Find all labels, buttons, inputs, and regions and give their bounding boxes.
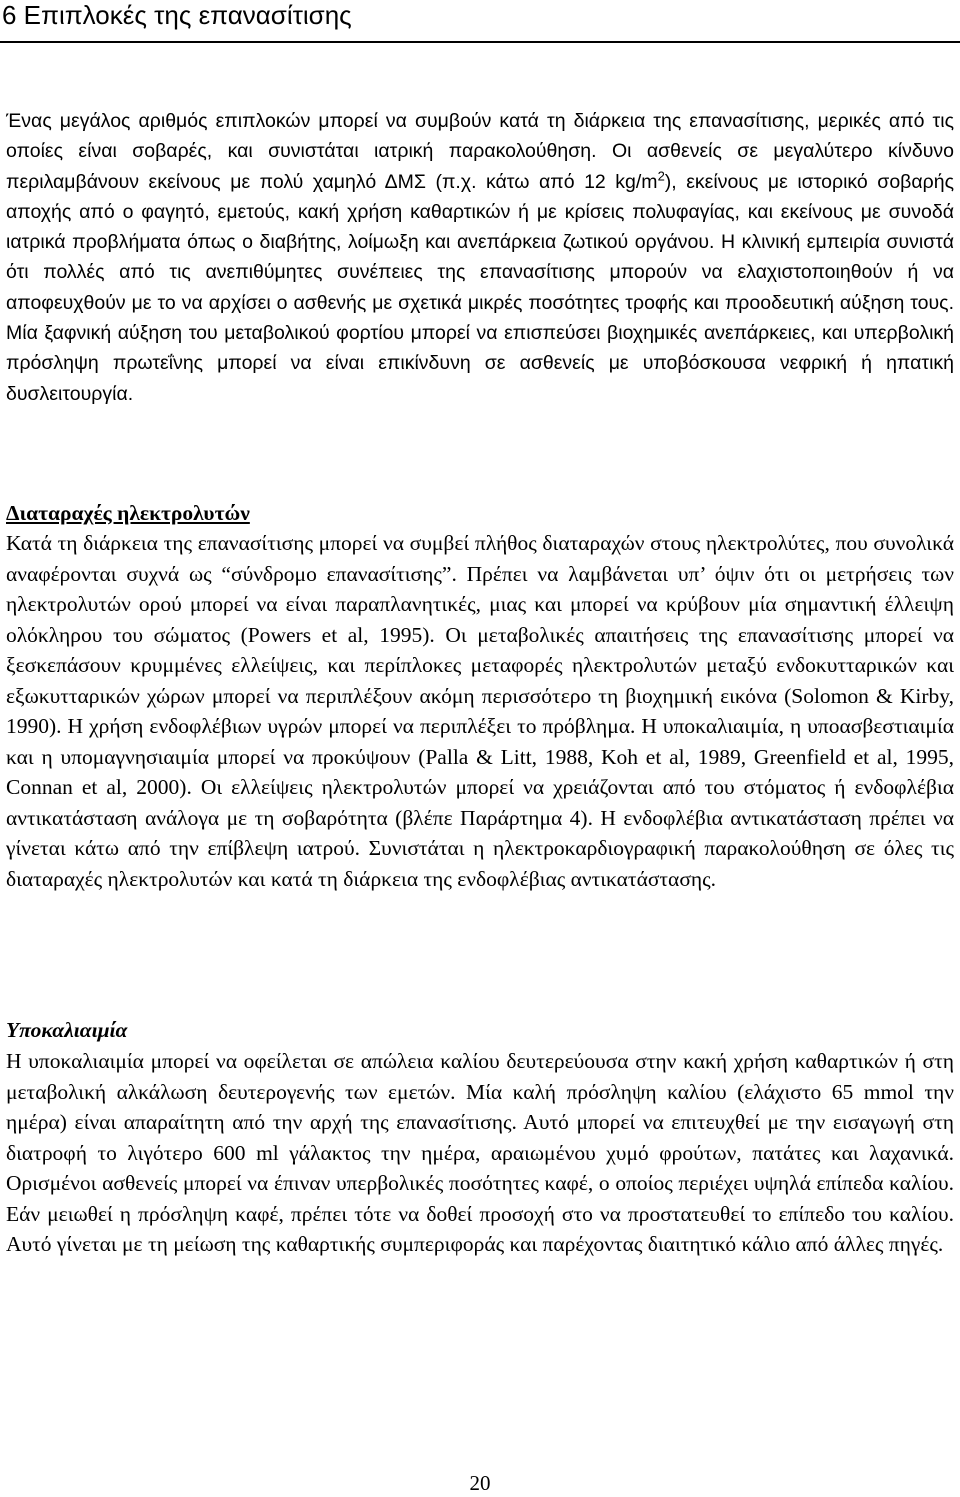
section-title: Διαταραχές ηλεκτρολυτών — [6, 501, 250, 525]
chapter-title: 6 Επιπλοκές της επανασίτισης — [2, 0, 352, 30]
superscript-two: 2 — [657, 168, 665, 184]
hypokalemia-paragraph: Η υποκαλιαιμία μπορεί να οφείλεται σε απώλεια καλίου δευτερεύουσα στην κακή χρήση καθαρτικών ή στη μεταβολική αλκάλωση δευτερογενής των εμετών. Μία καλή πρόσληψη καλίου (ελάχιστο 65 mmol την ημέρα) είναι απαραίτητη από την αρχή της επανασίτισης. Αυτό μπορεί να επιτευχθεί με την εισαγωγή στη διατροφή το λιγότερο 600 ml γάλακτος την ημέρα, αραιωμένου χυμό φρούτων, πατάτες και λαχανικά. Ορισμένοι ασθενείς μπορεί να έπιναν υπερβολικές ποσότητες καφέ, ο οποίος περιέχει υψηλά επίπεδα καλίου. Εάν μειωθεί η πρόσληψη καφέ, πρέπει τότε να δοθεί προσοχή στο να προστατευθεί το επίπεδο του καλίου. Αυτό γίνεται με τη μείωση της καθαρτικής συμπεριφοράς και παρέχοντας διαιτητικό κάλιο από άλλες πηγές. — [6, 1049, 954, 1256]
electrolytes-paragraph: Κατά τη διάρκεια της επανασίτισης μπορεί να συμβεί πλήθος διαταραχών στους ηλεκτρολύτες, που συνολικά αναφέρονται συχνά ως “σύνδρομο επανασίτισης”. Πρέπει να λαμβάνεται υπ’ όψιν ότι οι μετρήσεις των ηλεκτρολυτών ορού μπορεί να είναι παραπλανητικές, μιας και μπορεί να κρύβουν μία σημαντική έλλειψη ολόκληρου του σώματος (Powers et al, 1995). Οι μεταβολικές απαιτήσεις της επανασίτισης μπορεί να ξεσκεπάσουν κρυμμένες ελλείψεις, και περίπλοκες μεταφορές ηλεκτρολυτών μεταξύ ενδοκυτταρικών και εξωκυτταρικών χώρων μπορεί να περιπλέξουν ακόμη περισσότερο τη βιοχημική εικόνα (Solomon & Kirby, 1990). Η χρήση ενδοφλέβιων υγρών μπορεί να περιπλέξει το πρόβλημα. Η υποκαλιαιμία, η υποασβεστιαιμία και η υπομαγνησιαιμία μπορεί να προκύψουν (Palla & Litt, 1988, Koh et al, 1989, Greenfield et al, 1995, Connan et al, 2000). Οι ελλείψεις ηλεκτρολυτών μπορεί να χρειάζονται από του στόματος ή ενδοφλέβια αντικατάσταση ανάλογα με τη σοβαρότητα (βλέπε Παράρτημα 4). Η ενδοφλέβια αντικατάσταση πρέπει να γίνεται κάτω από την επίβλεψη ιατρού. Συνιστάται η ηλεκτροκαρδιογραφική παρακολούθηση σε όλες τις διαταραχές ηλεκτρολυτών και κατά τη διάρκεια της ενδοφλέβιας αντικατάστασης. — [6, 531, 954, 891]
intro-paragraph-text-a: Ένας μεγάλος αριθμός επιπλοκών μπορεί να συμβούν κατά τη διάρκεια της επανασίτισης, μερικές από τις οποίες είναι σοβαρές, και συνιστάται ιατρική παρακολούθηση. Οι ασθενείς σε μεγαλύτερο κίνδυνο περιλαμβάνουν εκείνους με πολύ χαμηλό ΔΜΣ (π.χ. κάτω από 12 kg/m — [6, 110, 954, 193]
title-underline-rule — [0, 41, 960, 43]
intro-paragraph — [6, 106, 954, 409]
intro-paragraph-text-b: ), εκείνους με ιστορικό σοβαρής αποχής από ο φαγητό, εμετούς, κακή χρήση καθαρτικών ή με κρίσεις πολυφαγίας, και εκείνους με συνοδά ιατρικά προβλήματα όπως ο διαβήτης, λοίμωξη και ανεπάρκεια ζωτικού οργάνου. Η κλινική εμπειρία συνιστά ότι πολλές από τις ανεπιθύμητες συνέπειες της επανασίτισης μπορούν να ελαχιστοποιηθούν ή να αποφευχθούν με το να αρχίσει ο ασθενής με σχετικά μικρές ποσότητες τροφής και προοδευτική αύξηση τους. Μία ξαφνική αύξηση του μεταβολικού φορτίου μπορεί να επισπεύσει βιοχημικές ανεπάρκειες, και υπερβολική πρόσληψη πρωτεΐνης μπορεί να είναι επικίνδυνη σε ασθενείς με υποβόσκουσα νεφρική ή ηπατική δυσλειτουργία. — [6, 170, 955, 405]
page-number: 20 — [469, 1471, 491, 1495]
subsection-title: Υποκαλιαιμία — [6, 1018, 128, 1042]
